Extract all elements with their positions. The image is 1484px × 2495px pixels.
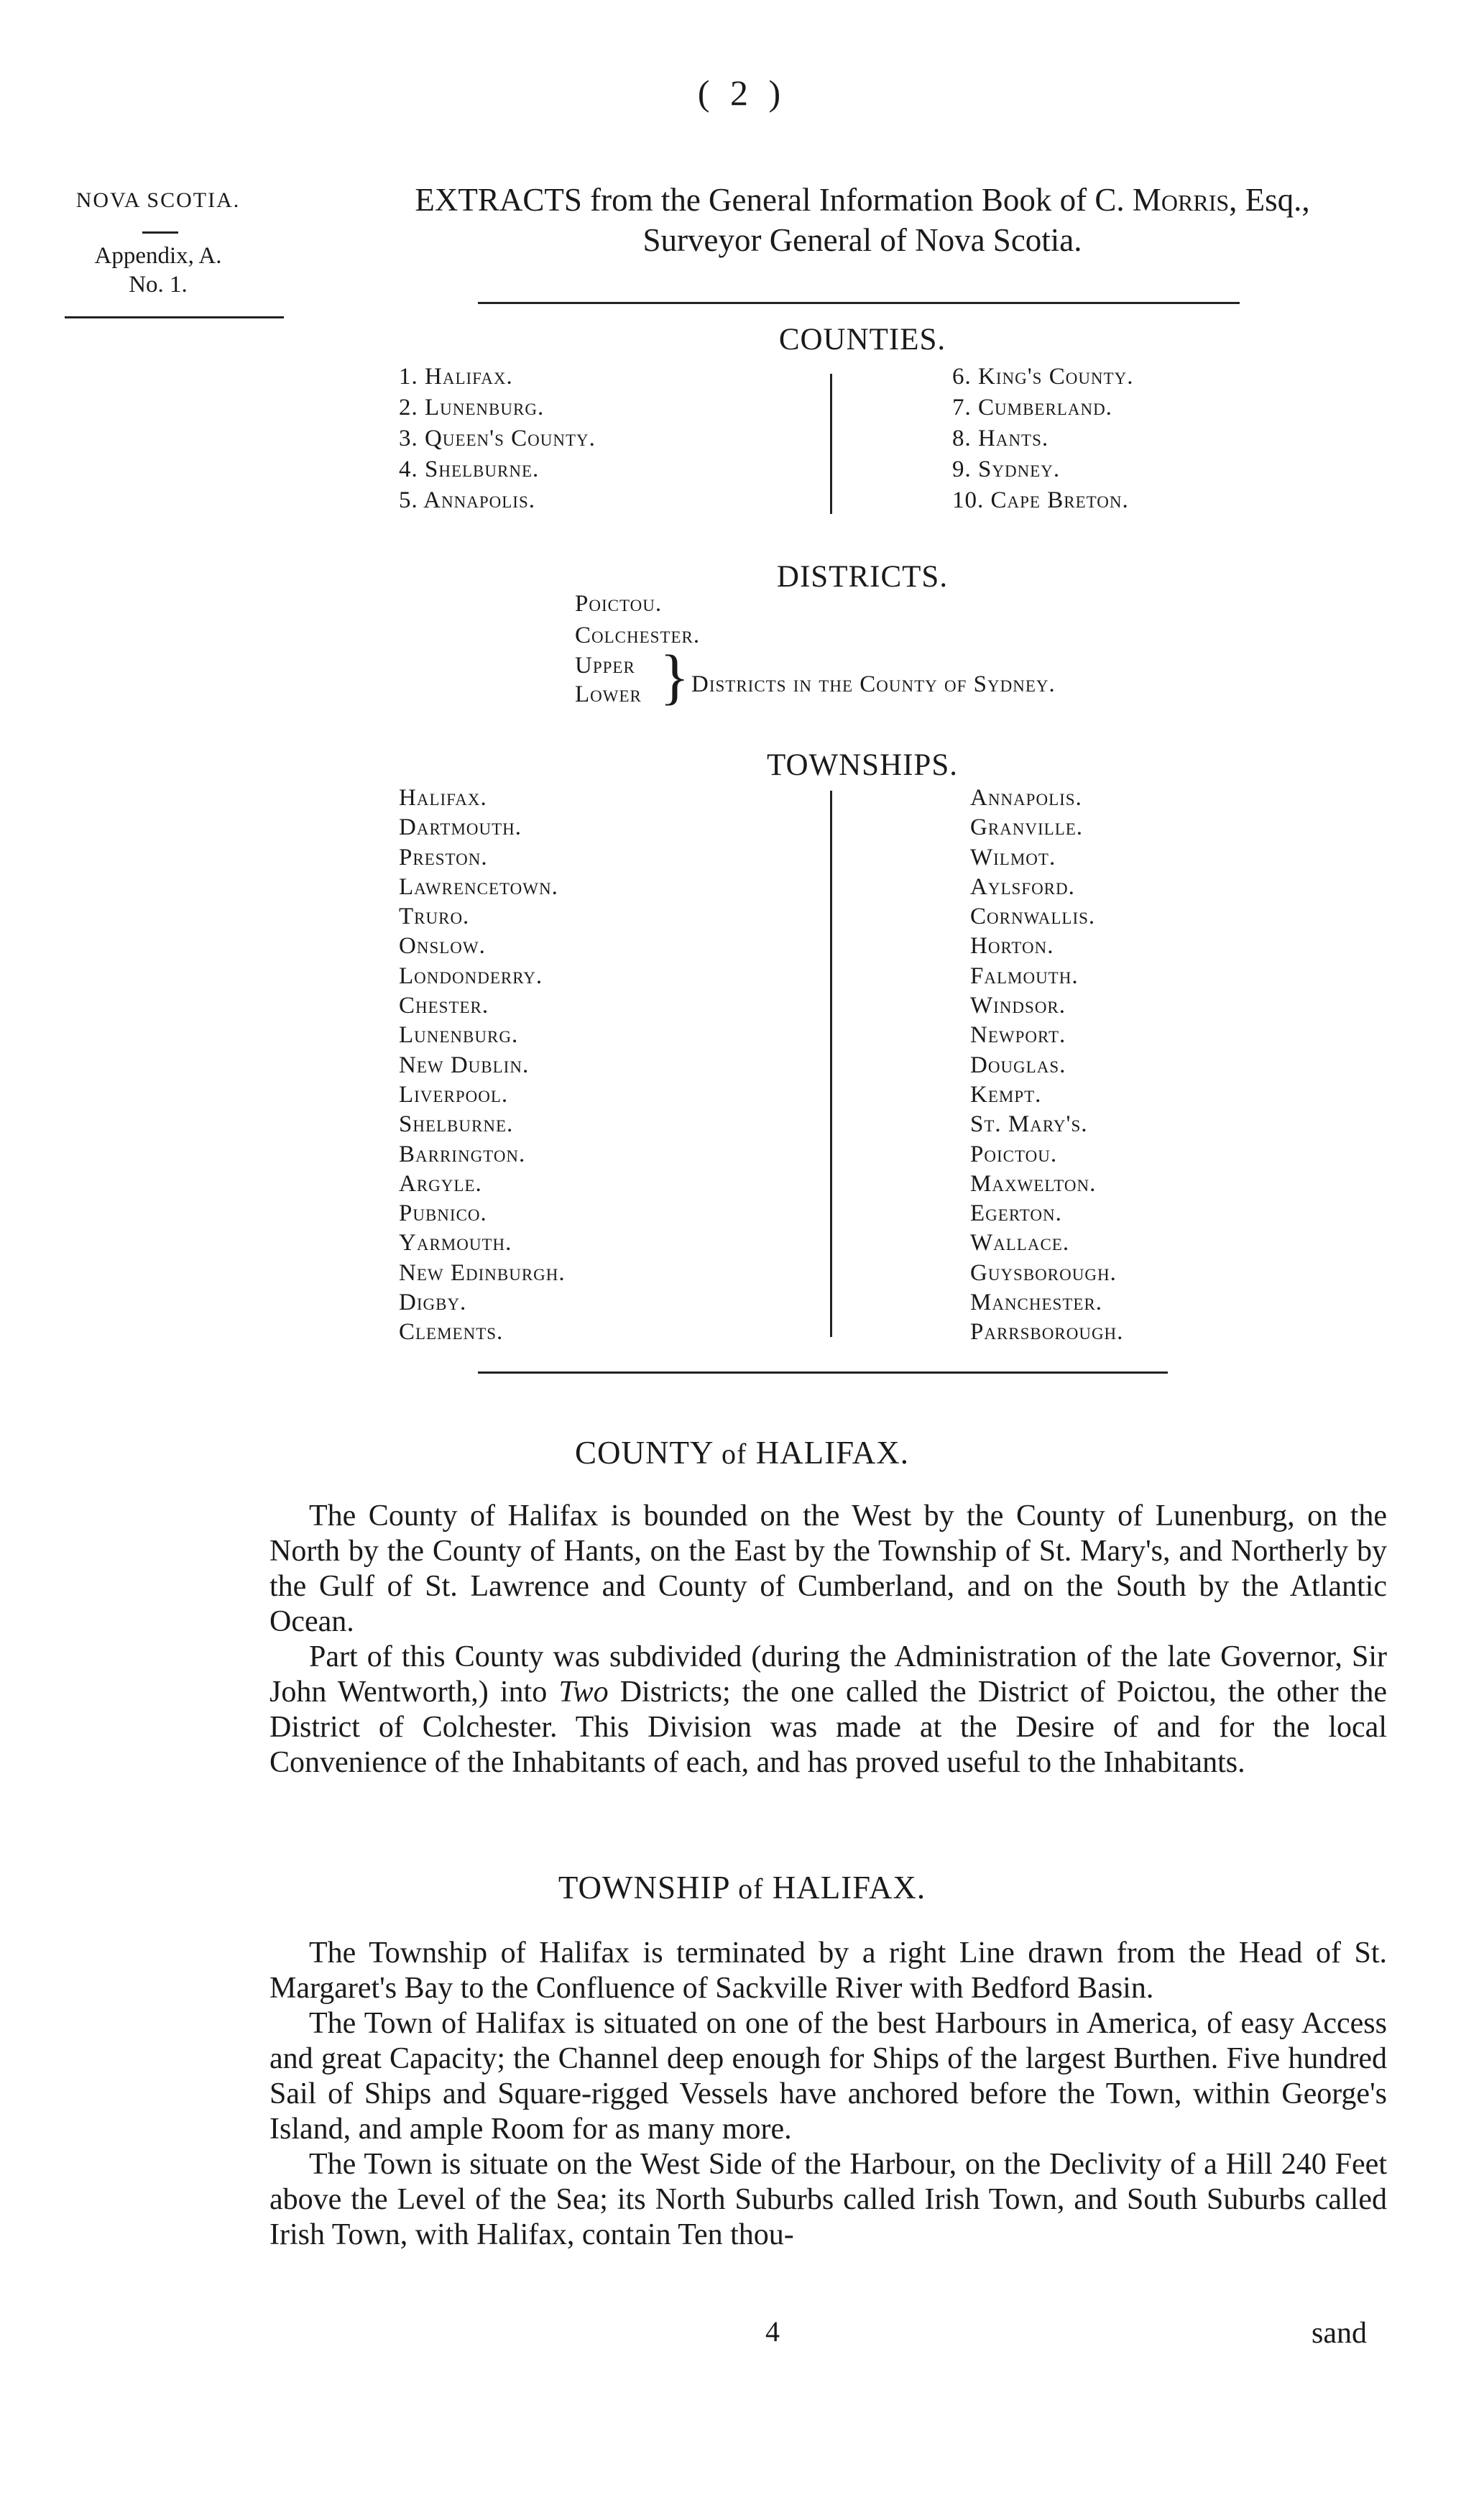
townships-rule [478,1371,1168,1374]
printer-signature: 4 [765,2315,780,2348]
list-item: Egerton. [970,1200,1062,1227]
list-item: Argyle. [399,1170,482,1197]
list-item: Pubnico. [399,1200,487,1227]
heading-township: TOWNSHIP [558,1870,729,1906]
list-item: Horton. [970,933,1054,960]
list-item: Newport. [970,1022,1066,1049]
page-title [302,180,1423,260]
district-brace: } [660,642,690,711]
county-halifax-heading [0,1434,1484,1471]
townships-right-list [970,784,1123,1348]
townships-heading: TOWNSHIPS. [766,748,959,782]
paragraph: The Town of Halifax is situated on one of the best Harbours in America, of easy Access and great Capacity; the Channel deep enough for Ships of the largest Burthen. Five hundred Sail of Ships and Square-rigged Vessels have anchored before the Town, within George's Island, and ample Room for as many more. [269,2007,1387,2146]
list-item: Shelburne. [399,1111,514,1138]
district-upper: Upper [575,653,635,679]
list-item: Manchester. [970,1290,1103,1316]
paragraph-text: Districts; the one called the District of Poictou, the other the District of Colchester. This Division was made at the Desire of and for the local Convenience of the Inhabitants of each, and has proved useful to the Inhabitants. [269,1676,1387,1779]
sidebar-rule [65,316,284,318]
sidebar-number: No. 1. [129,272,188,298]
list-item: Wilmot. [970,844,1056,870]
paragraph-emphasis: Two [558,1676,609,1709]
list-item: Aylsford. [970,873,1075,900]
paragraph-text: Part of this County was subdivided (during the Administration of the late Governor, Sir John Wentworth,) into [269,1640,1387,1709]
paragraph [269,1640,1387,1780]
list-item: Wallace. [970,1230,1070,1256]
page-number: ( 2 ) [697,73,787,113]
title-line1-rest: from the General Information Book of [590,182,1087,218]
title-author-initial: C. [1094,182,1125,218]
heading-county: COUNTY [574,1435,713,1471]
list-item: Windsor. [970,993,1066,1019]
list-item: Cornwallis. [970,904,1096,930]
title-extracts: EXTRACTS [415,182,582,218]
heading-halifax: HALIFAX. [772,1870,926,1906]
list-item: 5. Annapolis. [399,487,535,513]
county-halifax-body [269,1499,1387,1780]
townships-left-list [399,784,566,1348]
list-item: Liverpool. [399,1081,509,1108]
counties-right-list [952,362,1133,516]
paragraph: The Township of Halifax is terminated by a right Line drawn from the Head of St. Margaret's Bay to the Confluence of Sackville River with Bedford Basin. [269,1936,1387,2005]
list-item: Annapolis. [970,785,1082,811]
list-item: St. Mary's. [970,1111,1088,1138]
district-item: Colchester. [575,622,701,648]
list-item: 9. Sydney. [952,456,1061,482]
paragraph: The County of Halifax is bounded on the West by the County of Lunenburg, on the North by the County of Hants, on the East by the Township of St. Mary's, and Northerly by the Gulf of St. Lawrence and County of Cumberland, and on the South by the Atlantic Ocean. [269,1499,1387,1638]
districts-heading: DISTRICTS. [776,560,949,594]
township-halifax-body [269,1936,1387,2253]
list-item: Londonderry. [399,962,543,989]
heading-of: of [722,1438,747,1470]
list-item: 1. Halifax. [399,364,513,390]
list-item: Maxwelton. [970,1170,1097,1197]
list-item: Falmouth. [970,962,1079,989]
list-item: 8. Hants. [952,426,1049,451]
title-rule [478,302,1240,304]
list-item: Guysborough. [970,1259,1117,1286]
catchword: sand [1312,2317,1367,2350]
counties-divider [830,374,832,514]
list-item: Poictou. [970,1141,1058,1167]
list-item: Lawrencetown. [399,873,558,900]
townships-divider [830,791,832,1337]
title-line-2: Surveyor General of Nova Scotia. [642,222,1082,258]
title-author-surname: Morris [1132,182,1230,218]
sidebar-dash [142,231,178,234]
list-item: Halifax. [399,785,487,811]
sidebar-region: NOVA SCOTIA. [75,188,241,212]
sidebar-appendix: Appendix, A. [94,243,222,269]
heading-of: of [738,1873,764,1905]
district-item: Poictou. [575,591,663,617]
list-item: 7. Cumberland. [952,395,1112,421]
list-item: Kempt. [970,1081,1042,1108]
list-item: Truro. [399,904,470,930]
list-item: 6. King's County. [952,364,1134,390]
list-item: Digby. [399,1290,467,1316]
paragraph: The Town is situate on the West Side of the Harbour, on the Declivity of a Hill 240 Feet above the Level of the Sea; its North Suburbs called Irish Town, and South Suburbs called Irish Town, with Halifax, contain Ten thou- [269,2148,1387,2251]
list-item: Lunenburg. [399,1022,519,1049]
list-item: Dartmouth. [399,814,522,841]
districts-upper-lower [575,651,642,709]
counties-heading: COUNTIES. [778,323,946,357]
list-item: 3. Queen's County. [399,426,596,451]
title-line-1 [302,180,1423,220]
list-item: 2. Lunenburg. [399,395,545,421]
list-item: Preston. [399,844,488,870]
list-item: Douglas. [970,1052,1066,1078]
list-item: New Edinburgh. [399,1259,566,1286]
list-item: 10. Cape Breton. [952,487,1129,513]
list-item: Clements. [399,1319,504,1346]
list-item: Granville. [970,814,1084,841]
list-item: Chester. [399,993,489,1019]
list-item: Parrsborough. [970,1319,1124,1346]
list-item: 4. Shelburne. [399,456,540,482]
districts-note: Districts in the County of Sydney. [691,671,1056,697]
township-halifax-heading [0,1869,1484,1906]
list-item: Onslow. [399,933,486,960]
heading-halifax: HALIFAX. [755,1435,910,1471]
counties-left-list [399,362,596,516]
district-lower: Lower [575,681,642,707]
list-item: Yarmouth. [399,1230,512,1256]
list-item: Barrington. [399,1141,526,1167]
list-item: New Dublin. [399,1052,530,1078]
title-author-suffix: , Esq., [1229,182,1310,218]
